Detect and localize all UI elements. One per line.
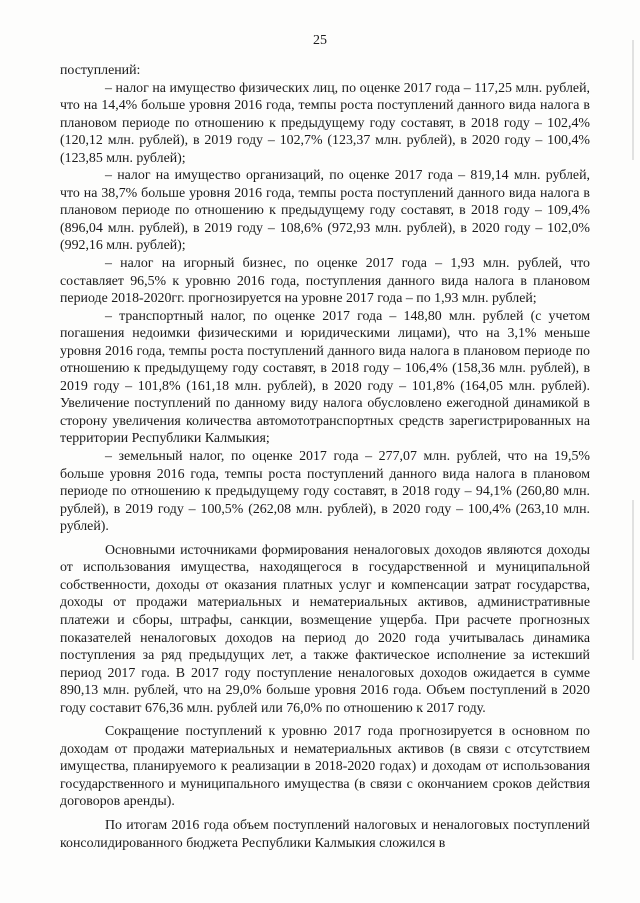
paragraph-land-tax: – земельный налог, по оценке 2017 года – 277,07 млн. рублей, что на 19,5% больше уровня 2016 года, темпы роста поступлений данного вида налога в плановом периоде по отношению к предыдущему году составят, в 2018 году – 94,1% (260,80 млн. рублей), в 2019 году – 100,5% (262,08 млн. рублей), в 2020 году – 100,4% (263,10 млн. рублей).	[60, 449, 590, 535]
scan-edge-mark	[632, 40, 634, 160]
paragraph-revenue-reduction: Сокращение поступлений к уровню 2017 года прогнозируется в основном по доходам от продажи материальных и нематериальных активов (в связи с отсутствием имущества, планируемого к реализации в 2018-2020 годах) и доходам от использования государственного и муниципального имущества (в связи с окончанием сроков действия договоров аренды).	[60, 724, 590, 810]
paragraph-gambling-tax: – налог на игорный бизнес, по оценке 2017 года – 1,93 млн. рублей, что составляет 96,5% к уровню 2016 года, поступления данного вида налога в плановом периоде 2018-2020гг. прогнозируется на уровне 2017 года – по 1,93 млн. рублей;	[60, 256, 590, 307]
paragraph-property-tax-individuals: – налог на имущество физических лиц, по оценке 2017 года – 117,25 млн. рублей, что на 14,4% больше уровня 2016 года, темпы роста поступлений данного вида налога в плановом периоде по отношению к предыдущему году составят, в 2018 году – 102,4% (120,12 млн. рублей), в 2019 году – 102,7% (123,37 млн. рублей), в 2020 году – 100,4% (123,85 млн. рублей);	[60, 80, 590, 166]
page-number: 25	[313, 33, 327, 48]
paragraph-property-tax-organizations: – налог на имущество организаций, по оценке 2017 года – 819,14 млн. рублей, что на 38,7% больше уровня 2016 года, темпы роста поступлений данного вида налога в плановом периоде по отношению к предыдущему году составят, в 2018 году – 109,4% (896,04 млн. рублей), в 2019 году – 108,6% (972,93 млн. рублей), в 2020 году – 102,0% (992,16 млн. рублей);	[60, 168, 590, 254]
paragraph-2016-results: По итогам 2016 года объем поступлений налоговых и неналоговых поступлений консолидированного бюджета Республики Калмыкия сложился в	[60, 817, 590, 851]
scan-edge-mark	[632, 500, 634, 660]
paragraph-non-tax-sources: Основными источниками формирования неналоговых доходов являются доходы от использования имущества, находящегося в государственной и муниципальной собственности, доходы от оказания платных услуг и компенсации затрат государства, доходы от продажи материальных и нематериальных активов, административные платежи и сборы, штрафы, санкции, возмещение ущерба. При расчете прогнозных показателей неналоговых доходов на период до 2020 года учитывалась динамика поступления за ряд предыдущих лет, а также фактическое исполнение за истекший период 2017 года. В 2017 году поступление неналоговых доходов ожидается в сумме 890,13 млн. рублей, что на 29,0% больше уровня 2016 года. Объем поступлений в 2020 году составит 676,36 млн. рублей или 76,0% по отношению к 2017 году.	[60, 542, 590, 716]
document-body	[60, 62, 590, 852]
paragraph-transport-tax: – транспортный налог, по оценке 2017 года – 148,80 млн. рублей (с учетом погашения недоимки физическими и юридическими лицами), что на 3,1% меньше уровня 2016 года, темпы роста поступлений данного вида налога в плановом периоде по отношению к предыдущему году составят, в 2018 году – 106,4% (158,36 млн. рублей), в 2019 году – 101,8% (161,18 млн. рублей), в 2020 году – 101,8% (164,05 млн. рублей). Увеличение поступлений по данному виду налога обусловлено ежегодной динамикой в сторону увеличения количества автомототранспортных средств зарегистрированных на территории Республики Калмыкия;	[60, 308, 590, 447]
paragraph-intro: поступлений:	[60, 63, 141, 78]
